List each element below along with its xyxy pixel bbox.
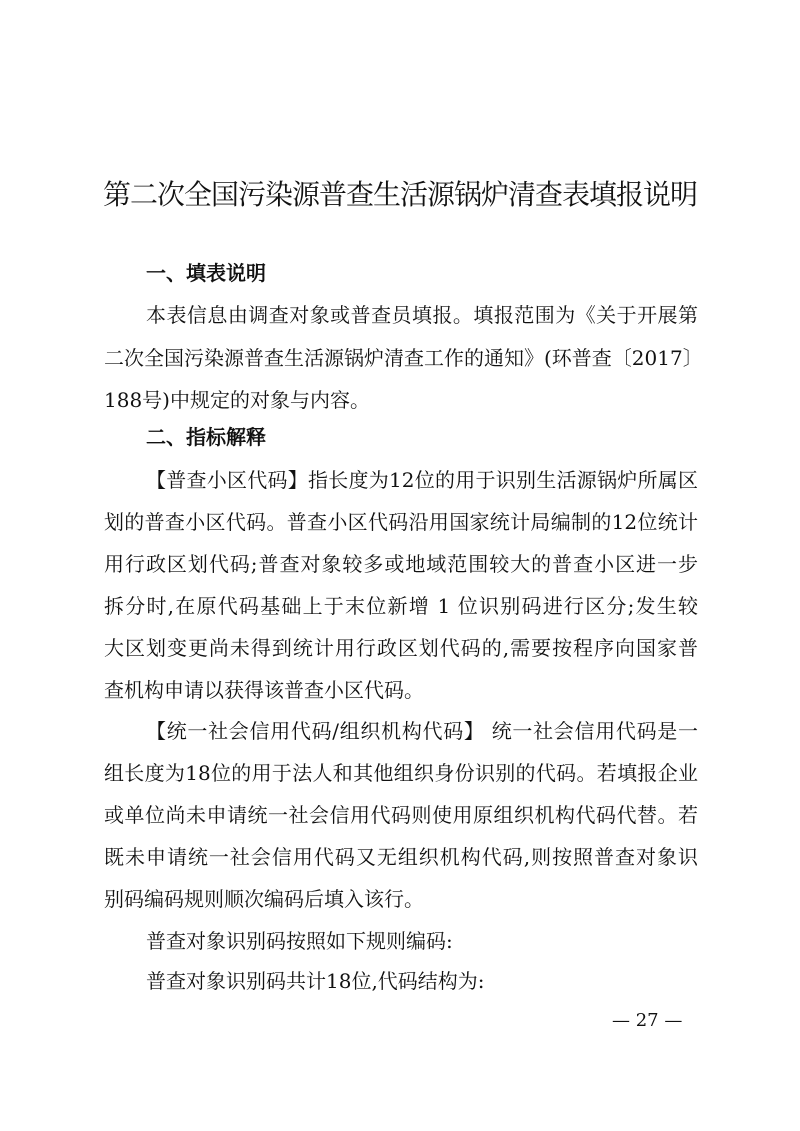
paragraph-line: 用行政区划代码;普查对象较多或地域范围较大的普查小区进一步	[104, 552, 698, 576]
paragraph-line: 188号)中规定的对象与内容。	[104, 388, 370, 412]
paragraph-line: 本表信息由调查对象或普查员填报。填报范围为《关于开展第	[146, 303, 698, 327]
paragraph-line: 普查对象识别码按照如下规则编码:	[146, 929, 453, 953]
section-heading-2: 二、指标解释	[146, 425, 266, 449]
paragraph-line: 组长度为18位的用于法人和其他组织身份识别的代码。若填报企业	[104, 761, 698, 785]
page-number: — 27 —	[612, 1010, 683, 1031]
section-heading-1: 一、填表说明	[146, 261, 266, 285]
paragraph-line: 或单位尚未申请统一社会信用代码则使用原组织机构代码代替。若	[104, 803, 698, 827]
paragraph-line: 【统一社会信用代码/组织机构代码】 统一社会信用代码是一	[146, 719, 698, 743]
document-title: 第二次全国污染源普查生活源锅炉清查表填报说明	[102, 178, 697, 211]
paragraph-line: 查机构申请以获得该普查小区代码。	[104, 678, 424, 702]
paragraph-line: 划的普查小区代码。普查小区代码沿用国家统计局编制的12位统计	[104, 510, 698, 534]
paragraph-line: 普查对象识别码共计18位,代码结构为:	[146, 969, 485, 993]
paragraph-line: 【普查小区代码】指长度为12位的用于识别生活源锅炉所属区	[146, 468, 698, 492]
paragraph-line: 拆分时,在原代码基础上于末位新增 1 位识别码进行区分;发生较	[104, 594, 698, 618]
paragraph-line: 大区划变更尚未得到统计用行政区划代码的,需要按程序向国家普	[104, 636, 698, 660]
paragraph-line: 别码编码规则顺次编码后填入该行。	[104, 887, 424, 911]
paragraph-line: 既未申请统一社会信用代码又无组织机构代码,则按照普查对象识	[104, 845, 698, 869]
paragraph-line: 二次全国污染源普查生活源锅炉清查工作的通知》(环普查〔2017〕	[104, 346, 703, 370]
